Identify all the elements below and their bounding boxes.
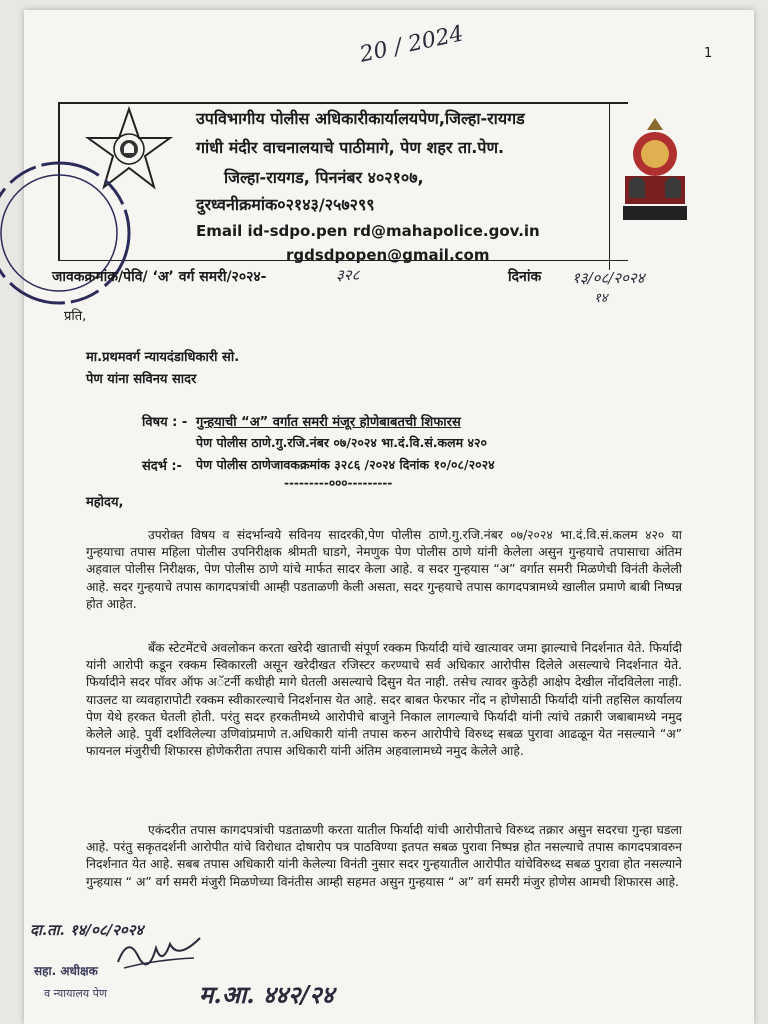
letter-page (24, 10, 754, 1024)
office-line-2: गांधी मंदीर वाचनालयाचे पाठीमागे, पेण शहर ता.पेण. (196, 138, 505, 157)
body-paragraph-3: एकंदरीत तपास कागदपत्रांची पडताळणी करता यातील फिर्यादी यांची आरोपीताचे विरुध्द तक्रार असुन सदरचा गुन्हा घडला आहे. परंतु सकृतदर्शनी आरोपीत यांचे विरोधात दोषारोप पत्र पाठविण्या इतपत सबळ पुरावा निष्पन्न होत नसल्याचे तपास कागदपत्रावरुन निदर्शनात येत आहे. सबब तपास अधिकारी यांनी केलेल्या विनंती नुसार सदर गुन्हयातील आरोपीत यांचेविरुध्द सबळ पुरावा होत नसल्याने गुन्हयास “ अ” वर्ग समरी मंजुरी मिळणेच्या विनंतीस आम्ही सहमत असुन गुन्हयास “ अ” वर्ग समरी मंजुर होणेस आमची शिफारस आहे. (86, 823, 682, 889)
page-mark: 1 (704, 46, 713, 61)
handwritten-date-extra: १४ (594, 291, 608, 306)
state-emblem (619, 112, 691, 224)
handwritten-case-no: म.आ. ४४२/२४ (199, 980, 335, 1009)
outward-ref: जावकक्रमांक/पेवि/ ‘अ’ वर्ग समरी/२०२४- (52, 269, 267, 285)
prati-label: प्रति, (64, 309, 87, 324)
signature (114, 932, 204, 972)
date-label: दिनांक (508, 269, 542, 285)
office-line-1: उपविभागीय पोलीस अधिकारीकार्यालयपेण,जिल्हा-रायगड (196, 109, 525, 128)
office-email-2: rgdsdpopen@gmail.com (286, 246, 490, 264)
handwritten-ref-no: ३२८ (336, 266, 360, 284)
office-line-3: जिल्हा-रायगड, पिननंबर ४०२१०७, (224, 168, 424, 187)
recipient-line-2: पेण यांना सविनय सादर (86, 372, 197, 387)
salutation: महोदय, (86, 495, 124, 510)
recipient-line-1: मा.प्रथमवर्ग न्यायदंडाधिकारी सो. (86, 350, 240, 365)
handwritten-top-note: 20 / 2024 (357, 21, 466, 68)
stamp-line-2: व न्यायालय पेण (44, 987, 107, 1000)
separator: ---------०००--------- (284, 476, 393, 490)
body-paragraph-2: बँक स्टेटमेंटचे अवलोकन करता खरेदी खाताची संपूर्ण रक्कम फिर्यादी यांचे खात्यावर जमा झाल्याचे निदर्शनात येते. फिर्यादी यांनी आरोपी कडून रक्कम स्विकारली असून खरेदीखत रजिस्टर करण्याचे सर्व अधिकार आरोपीस दिलेले असल्याचे निदर्शनात येते. फिर्यादीने सदर पॉवर ऑफ अॅटर्नी कधीही मागे घेतली असल्याचे दिसुन येत नाही. तसेच त्यावर कुठेही आक्षेप देखील नोंदविलेला नाही. याउलट या व्यवहारापोटी रक्कम स्वीकारल्याचे निदर्शनास येत आहे. सदर बाबत फेरफार नोंद न होणेसाठी फिर्यादी यांनी तहसिल कार्यालय पेण येथे हरकत घेतली होती. परंतु सदर हरकतीमध्ये आरोपीचे बाजुने निकाल लागल्याचे फिर्यादी यांनी त्यांचे तक्रारी जबाबामध्ये नमुद केलेले आहे. पुर्वी दर्शविलेल्या उणिवांप्रमाणे त.अधिकारी यांनी तपास करुन आरोपीचे विरुध्द सबळ पुरावा आढळून येत नसल्याने “अ” फायनल मंजुरीची शिफारस होणेकरीता तपास अधिकारी यांनी अंतिम अहवालामध्ये नमुद केलेले आहे. (86, 641, 682, 759)
subject-line-2: पेण पोलीस ठाणे.गु.रजि.नंबर ०७/२०२४ भा.दं.वि.सं.कलम ४२० (196, 435, 487, 450)
office-phone: दुरध्वनीक्रमांक०२१४३/२५७२९९ (196, 195, 375, 214)
reference-label: संदर्भ :- (142, 459, 182, 474)
subject-text: गुन्हयाची “अ” वर्गात समरी मंजूर होणेबाबतची शिफारस (196, 415, 461, 430)
handwritten-received-date: दा.ता. १४/०८/२०२४ (30, 921, 144, 939)
handwritten-date: १३/०८/२०२४ (572, 269, 645, 287)
office-email-1: Email id-sdpo.pen rd@mahapolice.gov.in (196, 222, 540, 240)
header-top-rule (58, 102, 628, 104)
header-right-rule (609, 102, 610, 270)
subject-label: विषय : - (142, 415, 188, 430)
stamp-line-1: सहा. अधीक्षक (34, 964, 98, 978)
body-paragraph-1: उपरोक्त विषय व संदर्भान्वये सविनय सादरकी,पेण पोलीस ठाणे.गु.रजि.नंबर ०७/२०२४ भा.दं.वि.सं.कलम ४२० या गुन्हयाचा तपास महिला पोलीस उपनिरीक्षक श्रीमती घाडगे, नेमणुक पेण पोलीस ठाणे यांनी केलेला असुन गुन्हयाचे तपासाचा अंतिम अहवाल पोलीस निरीक्षक, पेण पोलीस ठाणे यांचे मार्फत सादर केला आहे. व सदर गुन्हयास “अ” वर्गात समरी मिळणेची विनंती केलेली आहे. सदर गुन्हयाचे तपास कागदपत्रांची आम्ही पडताळणी केली असता, सदर गुन्हयाचे तपास कागदपत्रामध्ये खालील प्रमाणे बाबी निष्पन्न होत आहेत. (86, 528, 682, 611)
reference-text: पेण पोलीस ठाणेजावकक्रमांक ३२८६ /२०२४ दिनांक १०/०८/२०२४ (196, 457, 495, 472)
